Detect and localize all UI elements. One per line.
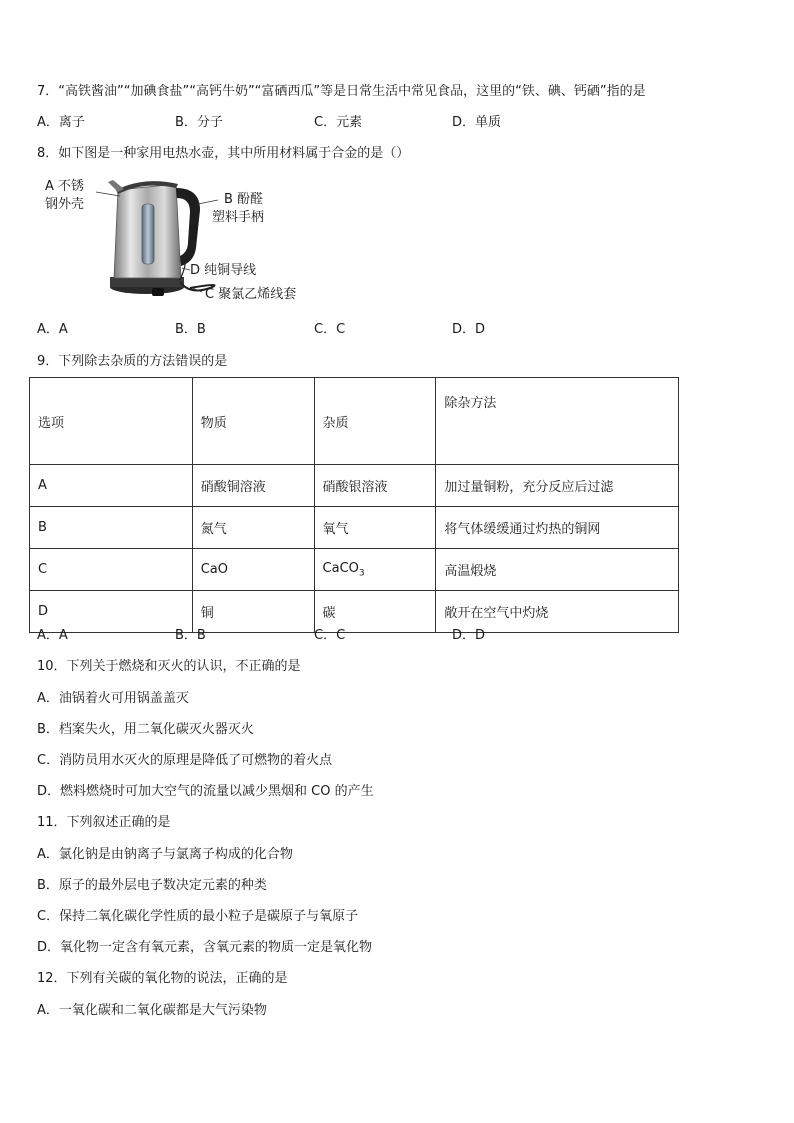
q7-stem: 7．“高铁酱油”“加碘食盐”“高钙牛奶”“富硒西瓜”等是日常生活中常见食品，这里的“铁、碘、钙硒”指的是	[37, 84, 646, 99]
header-method: 除杂方法	[436, 378, 679, 465]
table-row	[30, 549, 679, 591]
table-row	[30, 507, 679, 549]
header-substance: 物质	[192, 378, 314, 465]
table-row	[30, 465, 679, 507]
q9-options	[37, 627, 737, 645]
label-b-line1: B 酚醛	[224, 192, 264, 207]
q7-option-a: A．离子	[37, 115, 85, 130]
header-option: 选项	[30, 378, 193, 465]
cell-impurity: 硝酸银溶液	[314, 465, 436, 507]
cell-substance: 硝酸铜溶液	[192, 465, 314, 507]
kettle-figure	[40, 170, 340, 310]
cell-impurity: 氧气	[314, 507, 436, 549]
q11-option-d: D．氧化物一定含有氧元素，含氧元素的物质一定是氧化物	[37, 940, 373, 955]
q8-stem: 8．如下图是一种家用电热水壶，其中所用材料属于合金的是（）	[37, 146, 410, 161]
q10-stem: 10．下列关于燃烧和灭火的认识，不正确的是	[37, 659, 301, 674]
q10-option-b: B．档案失火，用二氧化碳灭火器灭火	[37, 722, 254, 737]
label-b-line2: 塑料手柄	[212, 210, 265, 225]
label-a-line2: 钢外壳	[45, 197, 85, 212]
q9-stem: 9．下列除去杂质的方法错误的是	[37, 354, 228, 369]
header-impurity: 杂质	[314, 378, 436, 465]
formula-subscript: 3	[358, 568, 365, 579]
q11-option-a: A．氯化钠是由钠离子与氯离子构成的化合物	[37, 847, 293, 862]
label-a-line1: A 不锈	[45, 179, 85, 194]
cell-substance: 氮气	[192, 507, 314, 549]
cell-method: 敞开在空气中灼烧	[436, 591, 679, 633]
q10-option-d: D．燃料燃烧时可加大空气的流量以减少黑烟和 CO 的产生	[37, 784, 374, 799]
cell-impurity	[314, 549, 436, 591]
q12-stem: 12．下列有关碳的氧化物的说法，正确的是	[37, 971, 288, 986]
q11-stem: 11．下列叙述正确的是	[37, 815, 171, 830]
q9-option-c: C．C	[314, 628, 346, 643]
q10-option-c: C．消防员用水灭火的原理是降低了可燃物的着火点	[37, 753, 333, 768]
q7-option-b: B．分子	[175, 115, 223, 130]
q8-option-b: B．B	[175, 322, 206, 337]
impurity-table	[29, 377, 679, 633]
q11-option-c: C．保持二氧化碳化学性质的最小粒子是碳原子与氧原子	[37, 909, 359, 924]
q8-options	[37, 321, 737, 339]
cell-option: D	[30, 591, 193, 633]
cell-method: 加过量铜粉，充分反应后过滤	[436, 465, 679, 507]
q9-option-b: B．B	[175, 628, 206, 643]
q11-option-b: B．原子的最外层电子数决定元素的种类	[37, 878, 267, 893]
cell-method: 将气体缓缓通过灼热的铜网	[436, 507, 679, 549]
label-d: D 纯铜导线	[190, 263, 257, 278]
cell-impurity: 碳	[314, 591, 436, 633]
q8-option-d: D．D	[452, 322, 486, 337]
cell-option: C	[30, 549, 193, 591]
cell-option: B	[30, 507, 193, 549]
cell-substance: 铜	[192, 591, 314, 633]
label-c: C 聚氯乙烯线套	[205, 287, 297, 302]
cell-method: 高温煅烧	[436, 549, 679, 591]
q7-options	[37, 114, 737, 132]
cell-option: A	[30, 465, 193, 507]
q10-option-a: A．油锅着火可用锅盖盖灭	[37, 691, 189, 706]
cell-substance: CaO	[192, 549, 314, 591]
q9-option-a: A．A	[37, 628, 68, 643]
q7-option-d: D．单质	[452, 115, 502, 130]
q8-option-a: A．A	[37, 322, 68, 337]
q12-option-a: A．一氧化碳和二氧化碳都是大气污染物	[37, 1003, 267, 1018]
table-header-row	[30, 378, 679, 465]
q9-option-d: D．D	[452, 628, 486, 643]
formula-caco: CaCO	[322, 560, 359, 576]
q7-option-c: C．元素	[314, 115, 363, 130]
q8-option-c: C．C	[314, 322, 346, 337]
